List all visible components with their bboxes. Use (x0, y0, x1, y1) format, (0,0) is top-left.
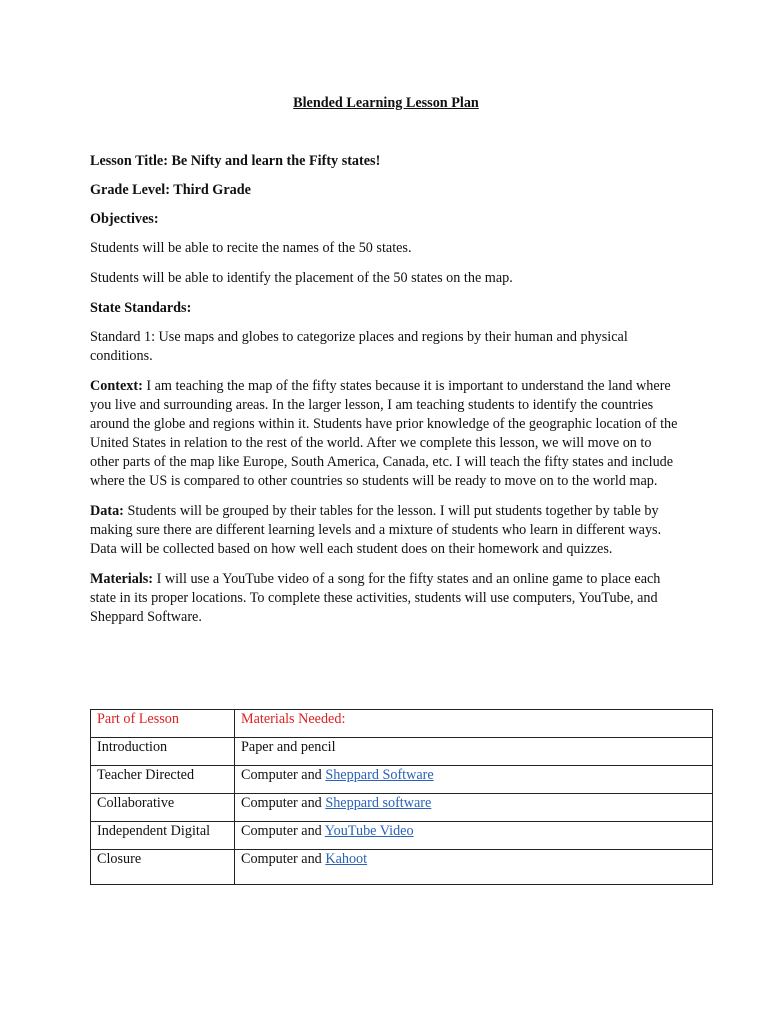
kahoot-link[interactable]: Kahoot (325, 851, 368, 867)
objective-1: Students will be able to recite the names of the 50 states. (90, 240, 412, 256)
context-text: I am teaching the map of the fifty states because it is important to understand the land where you live and surrounding areas. In the larger lesson, I am teaching students to identify the countries around the globe and regions within it. Students have prior knowledge of the geographic location of the United States in relation to the rest of the world. After we complete this lesson, we will move on to other parts of the map like Europe, South America, Canada, etc. I will teach the fifty states and include where the US is compared to other countries so students will be ready to move on to the world map. (90, 378, 678, 489)
row-part: Independent Digital (91, 822, 235, 850)
lesson-title: Lesson Title: Be Nifty and learn the Fifty states! (90, 153, 381, 169)
data-label: Data: (90, 503, 124, 519)
objective-2: Students will be able to identify the placement of the 50 states on the map. (90, 270, 513, 286)
data-paragraph (90, 502, 682, 559)
header-part-of-lesson: Part of Lesson (91, 710, 235, 738)
row-materials (235, 822, 713, 850)
row-materials-text: Computer and (241, 795, 326, 811)
row-materials (235, 738, 713, 766)
table-row (91, 738, 713, 766)
table-row (91, 766, 713, 794)
row-part: Closure (91, 850, 235, 885)
materials-text: I will use a YouTube video of a song for the fifty states and an online game to place each state in its proper locations. To complete these activities, students will use computers, YouTube, and Sheppard Software. (90, 571, 661, 625)
table-row (91, 822, 713, 850)
standard-1: Standard 1: Use maps and globes to categorize places and regions by their human and physical conditions. (90, 329, 628, 364)
lesson-plan-document (90, 94, 682, 638)
lesson-materials-table (90, 709, 713, 885)
data-text: Students will be grouped by their tables for the lesson. I will put students together by table by making sure there are different learning levels and a mixture of students who learn in different ways. Data will be collected based on how well each student does on their homework and quizzes. (90, 503, 662, 557)
row-materials-text: Computer and (241, 823, 325, 839)
grade-level: Grade Level: Third Grade (90, 182, 251, 198)
row-materials (235, 766, 713, 794)
sheppard-software-link-2[interactable]: Sheppard software (325, 795, 432, 811)
row-materials-text: Computer and (241, 767, 326, 783)
document-title: Blended Learning Lesson Plan (293, 95, 479, 111)
row-materials-text: Paper and pencil (241, 739, 336, 755)
context-paragraph (90, 377, 682, 491)
row-materials (235, 850, 713, 885)
materials-label: Materials: (90, 571, 154, 587)
row-part: Collaborative (91, 794, 235, 822)
objectives-heading: Objectives: (90, 211, 159, 227)
youtube-video-link[interactable]: YouTube Video (324, 823, 414, 839)
context-label: Context: (90, 378, 143, 394)
materials-paragraph (90, 570, 682, 627)
header-materials-needed: Materials Needed: (235, 710, 713, 738)
row-materials (235, 794, 713, 822)
state-standards-heading: State Standards: (90, 300, 192, 316)
table-header-row (91, 710, 713, 738)
row-materials-text: Computer and (241, 851, 326, 867)
sheppard-software-link[interactable]: Sheppard Software (325, 767, 434, 783)
row-part: Introduction (91, 738, 235, 766)
row-part: Teacher Directed (91, 766, 235, 794)
table-row (91, 850, 713, 885)
table-row (91, 794, 713, 822)
